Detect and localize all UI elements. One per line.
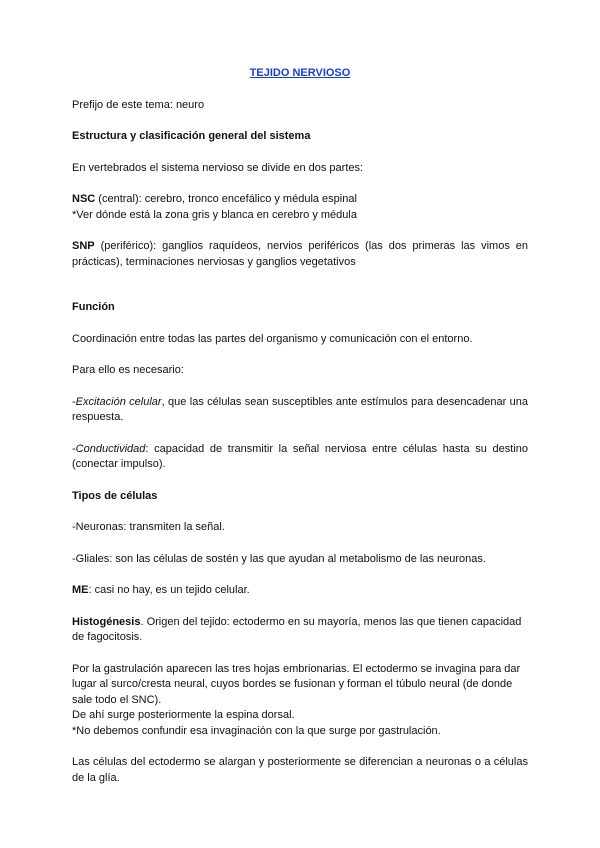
- histogenesis-label: Histogénesis: [72, 615, 141, 628]
- nsc-text: (central): cerebro, tronco encefálico y médula espinal: [95, 193, 357, 205]
- title-link[interactable]: TEJIDO NERVIOSO: [249, 67, 351, 79]
- section-heading-structure: [72, 129, 528, 145]
- histogenesis-paragraph: [72, 615, 528, 646]
- final-paragraph: Las células del ectodermo se alargan y posteriormente se diferencian a neuronas o a células de la glía.: [72, 756, 528, 784]
- me-text: : casi no hay, es un tejido celular.: [88, 584, 250, 596]
- nsc-note: *Ver dónde está la zona gris y blanca en cerebro y médula: [72, 208, 357, 221]
- nsc-line: [72, 192, 528, 208]
- gastrulation-paragraph: Por la gastrulación aparecen las tres hojas embrionarias. El ectodermo se invagina para dar lugar al surco/cresta neural, cuyos bordes se fusionan y forman el túbulo neural (de donde sale todo el SNC).: [72, 662, 521, 706]
- me-label: ME: [72, 584, 89, 596]
- item-prefix: -: [72, 442, 76, 455]
- me-line: [72, 583, 528, 599]
- cell-type-neurons: -Neuronas: transmiten la señal.: [72, 521, 225, 533]
- structure-intro: En vertebrados el sistema nervioso se divide en dos partes:: [72, 161, 364, 174]
- document-page: [72, 66, 528, 786]
- function-item-conductivity: [72, 442, 528, 473]
- item-term: Excitación celular: [75, 395, 162, 408]
- heading-text: Estructura y clasificación general del sistema: [72, 130, 311, 142]
- snp-paragraph: [72, 239, 528, 270]
- section-heading-cell-types: [72, 489, 528, 505]
- document-title: [72, 66, 528, 82]
- snp-text: (periférico): ganglios raquídeos, nervios periféricos (las dos primeras las vimos en prácticas), terminaciones nerviosas y ganglios vegetativos: [72, 240, 528, 268]
- item-term: Conductividad: [75, 442, 146, 455]
- function-paragraph-2: Para ello es necesario:: [72, 364, 184, 376]
- item-text: , que las células sean susceptibles ante estímulos para desencadenar una respuesta.: [72, 395, 529, 423]
- heading-text: Tipos de células: [72, 489, 158, 502]
- nsc-label: NSC: [72, 193, 96, 205]
- item-text: : capacidad de transmitir la señal nerviosa entre células hasta su destino (conectar impulso).: [72, 442, 528, 470]
- gastrulation-note: *No debemos confundir esa invaginación con la que surge por gastrulación.: [72, 724, 441, 737]
- prefix-line: Prefijo de este tema: neuro: [72, 98, 205, 111]
- histogenesis-text: . Origen del tejido: ectodermo en su mayoría, menos las que tienen capacidad de fagocitosis.: [72, 615, 522, 643]
- function-paragraph-1: Coordinación entre todas las partes del organismo y comunicación con el entorno.: [72, 332, 473, 345]
- snp-label: SNP: [72, 240, 95, 252]
- heading-text: Función: [72, 301, 115, 313]
- item-prefix: -: [72, 395, 76, 408]
- function-item-excitation: [72, 395, 528, 426]
- section-heading-function: [72, 300, 528, 316]
- cell-type-glial: -Gliales: son las células de sostén y las que ayudan al metabolismo de las neuronas.: [72, 552, 486, 565]
- gastrulation-line-2: De ahí surge posteriormente la espina dorsal.: [72, 709, 295, 721]
